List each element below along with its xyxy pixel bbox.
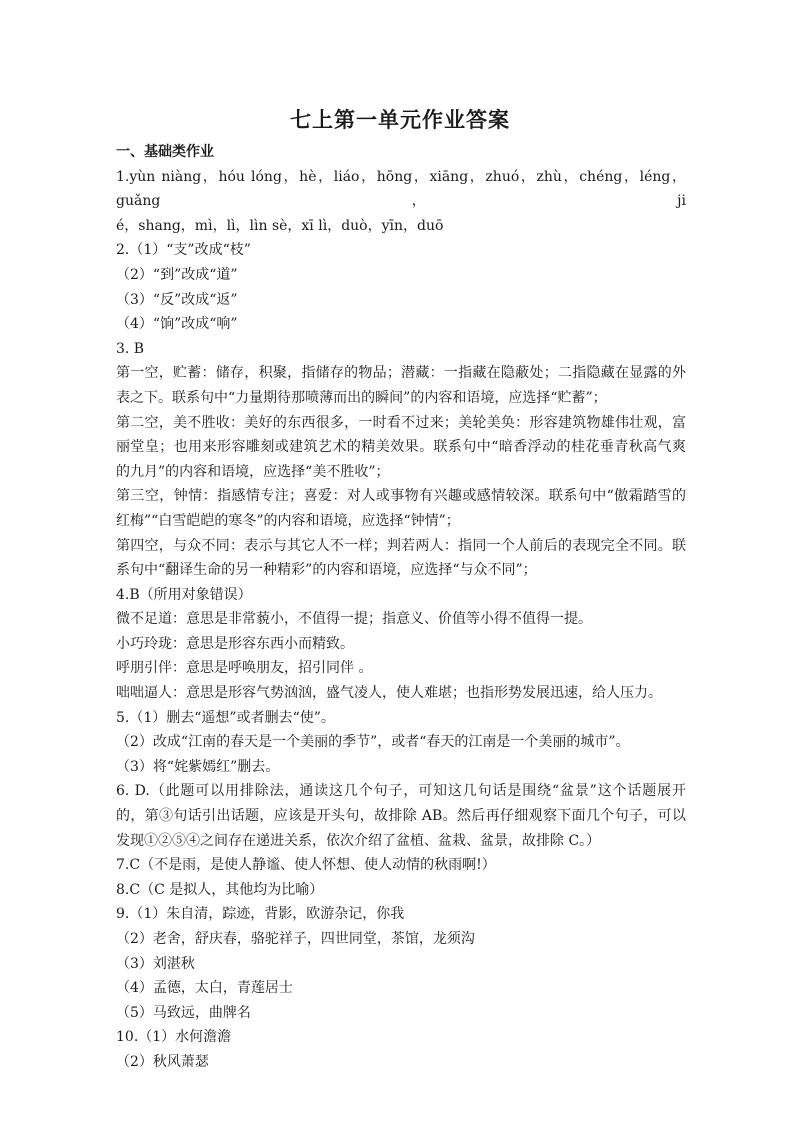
answer-line: 4.B（所用对象错误） bbox=[116, 586, 252, 603]
answer-line: 发现①②⑤④之间存在递进关系，依次介绍了盆植、盆栽、盆景，故排除 C。） bbox=[116, 832, 601, 849]
answer-line: 呼朋引伴：意思是呼唤朋友，招引同伴 。 bbox=[116, 660, 373, 677]
answer-line: 第四空，与众不同：表示与其它人不一样；判若两人：指同一个人前后的表现完全不同。联 bbox=[116, 537, 686, 554]
answer-line: 第二空，美不胜收：美好的东西很多，一时看不过来；美轮美奂：形容建筑物雄伟壮观，富 bbox=[116, 414, 686, 431]
answer-line: 表之下。联系句中“力量期待那喷薄而出的瞬间”的内容和语境，应选择“贮蓄”； bbox=[116, 389, 607, 406]
answer-line: 9.（1）朱自清，踪迹，背影，欧游杂记，你我 bbox=[116, 906, 405, 923]
answer-line: é，shang，mì，lì，lìn sè，xī lì，duò，yīn，duō bbox=[116, 217, 444, 234]
answer-line: 10.（1）水何澹澹 bbox=[116, 1029, 232, 1046]
answer-line: （3）“反”改成“返” bbox=[116, 291, 238, 308]
answer-line: 6. D.（此题可以用排除法，通读这几个句子，可知这几句话是围绕“盆景”这个话题展开 bbox=[116, 783, 686, 800]
answer-line: 7.C（不是雨，是使人静谧、使人怀想、使人动情的秋雨啊!） bbox=[116, 857, 496, 874]
answer-content bbox=[116, 140, 686, 1075]
answer-line: 小巧玲珑：意思是形容东西小而精致。 bbox=[116, 635, 354, 652]
section-heading: 一、基础类作业 bbox=[116, 144, 214, 160]
answer-line: 5.（1）删去“遥想”或者删去“使”。 bbox=[116, 709, 335, 726]
answer-line: 3. B bbox=[116, 340, 145, 357]
answer-line: （3）刘湛秋 bbox=[116, 955, 195, 972]
answer-line: （3）将“姹紫嫣红”删去。 bbox=[116, 758, 280, 775]
answer-line: 1.yùn niàng，hóu lóng，hè，liáo，hōng，xiāng，zhuó，zhù，chéng，léng，guǎng，ji bbox=[116, 168, 686, 210]
answer-line: （2）“到”改成“道” bbox=[116, 266, 238, 283]
answer-line: （2）秋风萧瑟 bbox=[116, 1053, 209, 1070]
answer-line: 第一空，贮蓄：储存，积聚，指储存的物品；潜藏：一指藏在隐蔽处；二指隐藏在显露的外 bbox=[116, 365, 686, 382]
answer-line: 红梅”“白雪皑皑的寒冬”的内容和语境，应选择“钟情”； bbox=[116, 512, 460, 529]
answer-line: 咄咄逼人：意思是形容气势汹汹，盛气凌人，使人难堪；也指形势发展迅速，给人压力。 bbox=[116, 685, 662, 702]
answer-line: （4）孟德，太白，青莲居士 bbox=[116, 980, 293, 997]
answer-line: 第三空，钟情：指感情专注；喜爱：对人或事物有兴趣或感情较深。联系句中“傲霜踏雪的 bbox=[116, 488, 686, 505]
answer-line: 系句中“翻译生命的另一种精彩”的内容和语境，应选择“与众不同”； bbox=[116, 562, 537, 579]
answer-line: 的九月”的内容和语境，应选择“美不胜收”； bbox=[116, 463, 390, 480]
answer-line: 微不足道：意思是非常藐小，不值得一提；指意义、价值等小得不值得一提。 bbox=[116, 611, 592, 628]
answer-line: （5）马致远，曲牌名 bbox=[116, 1004, 251, 1021]
answer-line: 8.C（C 是拟人，其他均为比喻） bbox=[116, 881, 324, 898]
document-title: 七上第一单元作业答案 bbox=[290, 108, 510, 132]
answer-line: （4）“饷”改成“响” bbox=[116, 316, 238, 333]
answer-line: （2）老舍，舒庆春，骆驼祥子，四世同堂，茶馆，龙须沟 bbox=[116, 931, 475, 947]
answer-line: 的，第③句话引出话题，应该是开头句，故排除 AB。然后再仔细观察下面几个句子，可以 bbox=[116, 808, 686, 825]
answer-line: 丽堂皇；也用来形容雕刻或建筑艺术的精美效果。联系句中“暗香浮动的桂花垂青秋高气爽 bbox=[116, 439, 686, 456]
answer-line: 2.（1）“支”改成“枝” bbox=[116, 242, 251, 259]
answer-line: （2）改成“江南的春天是一个美丽的季节”，或者“春天的江南是一个美丽的城市”。 bbox=[116, 734, 630, 751]
